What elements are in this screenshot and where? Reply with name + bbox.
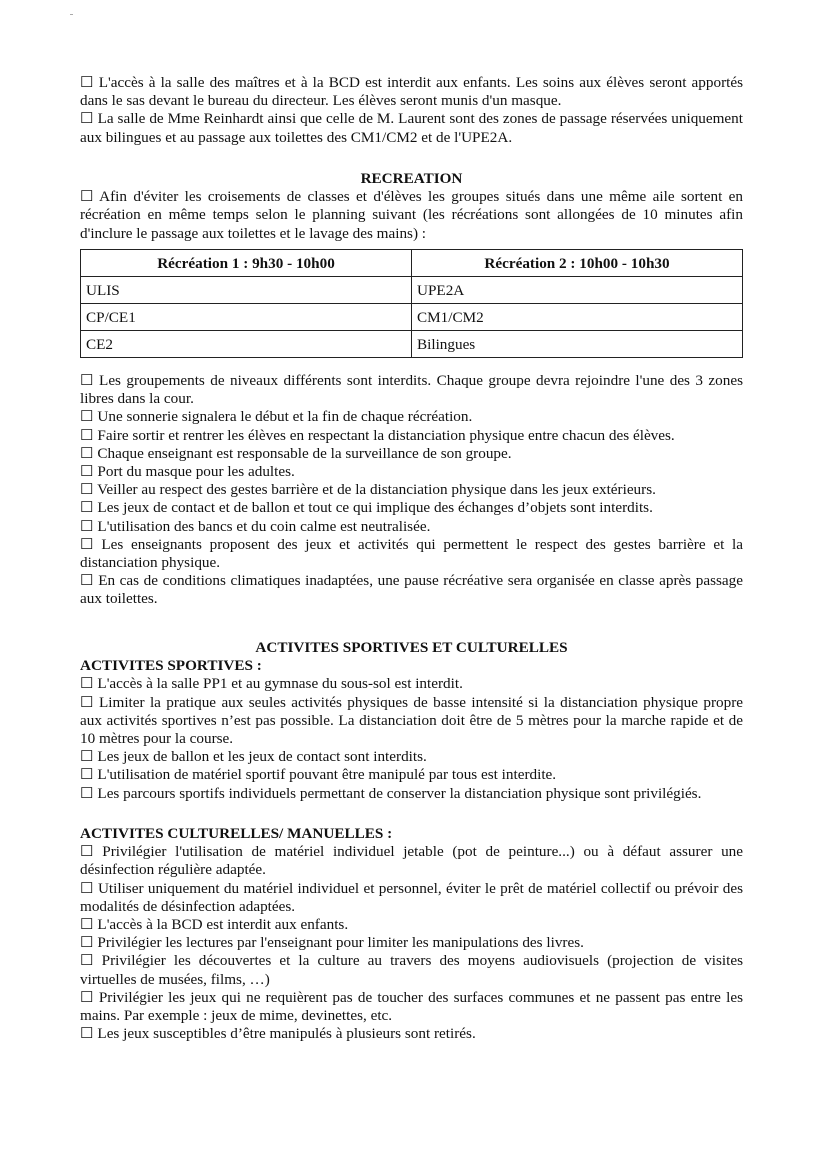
sport-section (80, 639, 743, 803)
rule-item: ☐ Les groupements de niveaux différents sont interdits. Chaque groupe devra rejoindre l'une des 3 zones libres dans la cour. (80, 372, 743, 408)
rule-item: ☐ Veiller au respect des gestes barrière et de la distanciation physique dans les jeux extérieurs. (80, 481, 656, 499)
access-paragraph: ☐ L'accès à la salle des maîtres et à la BCD est interdit aux enfants. Les soins aux élèves seront apportés dans le sas devant le bureau du directeur. Les élèves seront munis d'un masque. (80, 74, 743, 110)
table-cell: Bilingues (412, 331, 743, 358)
recreation-table-wrap (80, 249, 743, 358)
table-row (81, 331, 743, 358)
culture-heading: ACTIVITES CULTURELLES/ MANUELLES : (80, 825, 393, 842)
rule-item: ☐ Chaque enseignant est responsable de la surveillance de son groupe. (80, 444, 512, 462)
rule-item: ☐ Faire sortir et rentrer les élèves en respectant la distanciation physique entre chacun des élèves. (80, 426, 675, 444)
table-row (81, 304, 743, 331)
culture-item: ☐ L'accès à la BCD est interdit aux enfants. (80, 916, 349, 934)
recreation-section (80, 170, 743, 243)
sport-item: ☐ Les parcours sportifs individuels permettant de conserver la distanciation physique sont privilégiés. (80, 784, 702, 802)
table-header-cell: Récréation 2 : 10h00 - 10h30 (412, 250, 743, 277)
table-cell: CP/CE1 (81, 304, 412, 331)
recreation-rules (80, 372, 743, 609)
rule-item: ☐ Port du masque pour les adultes. (80, 463, 295, 481)
culture-item: ☐ Utiliser uniquement du matériel individuel et personnel, éviter le prêt de matériel collectif ou prévoir des modalités de désinfection adaptées. (80, 879, 743, 915)
culture-item: ☐ Les jeux susceptibles d’être manipulés à plusieurs sont retirés. (80, 1025, 476, 1043)
table-row (81, 277, 743, 304)
culture-item: ☐ Privilégier les jeux qui ne requièrent pas de toucher des surfaces communes et ne passent pas entre les mains. Par exemple : jeux de mime, devinettes, etc. (80, 988, 743, 1025)
sport-heading: ACTIVITES SPORTIVES : (80, 657, 262, 675)
access-section (80, 74, 743, 147)
table-cell: UPE2A (412, 277, 743, 304)
rule-item: ☐ Les jeux de contact et de ballon et tout ce qui implique des échanges d’objets sont interdits. (80, 499, 653, 517)
table-cell: CE2 (81, 331, 412, 358)
recreation-table (80, 249, 743, 358)
rule-item: ☐ Les enseignants proposent des jeux et activités qui permettent le respect des gestes barrière et la distanciation physique. (80, 535, 743, 572)
table-header-row (81, 250, 743, 277)
sport-item: ☐ Les jeux de ballon et les jeux de contact sont interdits. (80, 748, 427, 766)
rule-item: ☐ Une sonnerie signalera le début et la fin de chaque récréation. (80, 408, 473, 426)
table-cell: ULIS (81, 277, 412, 304)
rule-item: ☐ L'utilisation des bancs et du coin calme est neutralisée. (80, 517, 431, 535)
sport-item: ☐ L'utilisation de matériel sportif pouvant être manipulé par tous est interdite. (80, 766, 557, 784)
sport-item: ☐ L'accès à la salle PP1 et au gymnase du sous-sol est interdit. (80, 675, 463, 693)
scan-mark (70, 14, 73, 15)
recreation-intro: ☐ Afin d'éviter les croisements de classes et d'élèves les groupes situés dans une même aile sortent en récréation en même temps selon le planning suivant (les récréations sont allongées de 10 minutes afin d'inclure le passage aux toilettes et le lavage des mains) : (80, 188, 743, 242)
table-cell: CM1/CM2 (412, 304, 743, 331)
rule-item: ☐ En cas de conditions climatiques inadaptées, une pause récréative sera organisée en classe après passage aux toilettes. (80, 572, 743, 608)
activites-title: ACTIVITES SPORTIVES ET CULTURELLES (255, 639, 568, 656)
passage-paragraph: ☐ La salle de Mme Reinhardt ainsi que celle de M. Laurent sont des zones de passage réservées uniquement aux bilingues et au passage aux toilettes des CM1/CM2 et de l'UPE2A. (80, 110, 743, 146)
recreation-title: RECREATION (360, 170, 463, 187)
culture-item: ☐ Privilégier les découvertes et la culture au travers des moyens audiovisuels (projection de visites virtuelles de musées, films, …) (80, 952, 743, 988)
sport-item: ☐ Limiter la pratique aux seules activités physiques de basse intensité si la distanciation physique propre aux activités sportives n’est pas possible. La distanciation doit être de 5 mètres pour la marche rapide et de 10 mètres pour la course. (80, 693, 743, 748)
culture-item: ☐ Privilégier les lectures par l'enseignant pour limiter les manipulations des livres. (80, 934, 584, 952)
culture-section (80, 825, 743, 1043)
table-header-cell: Récréation 1 : 9h30 - 10h00 (81, 250, 412, 277)
culture-item: ☐ Privilégier l'utilisation de matériel individuel jetable (pot de peinture...) ou à défaut assurer une désinfection régulière adaptée. (80, 843, 743, 879)
